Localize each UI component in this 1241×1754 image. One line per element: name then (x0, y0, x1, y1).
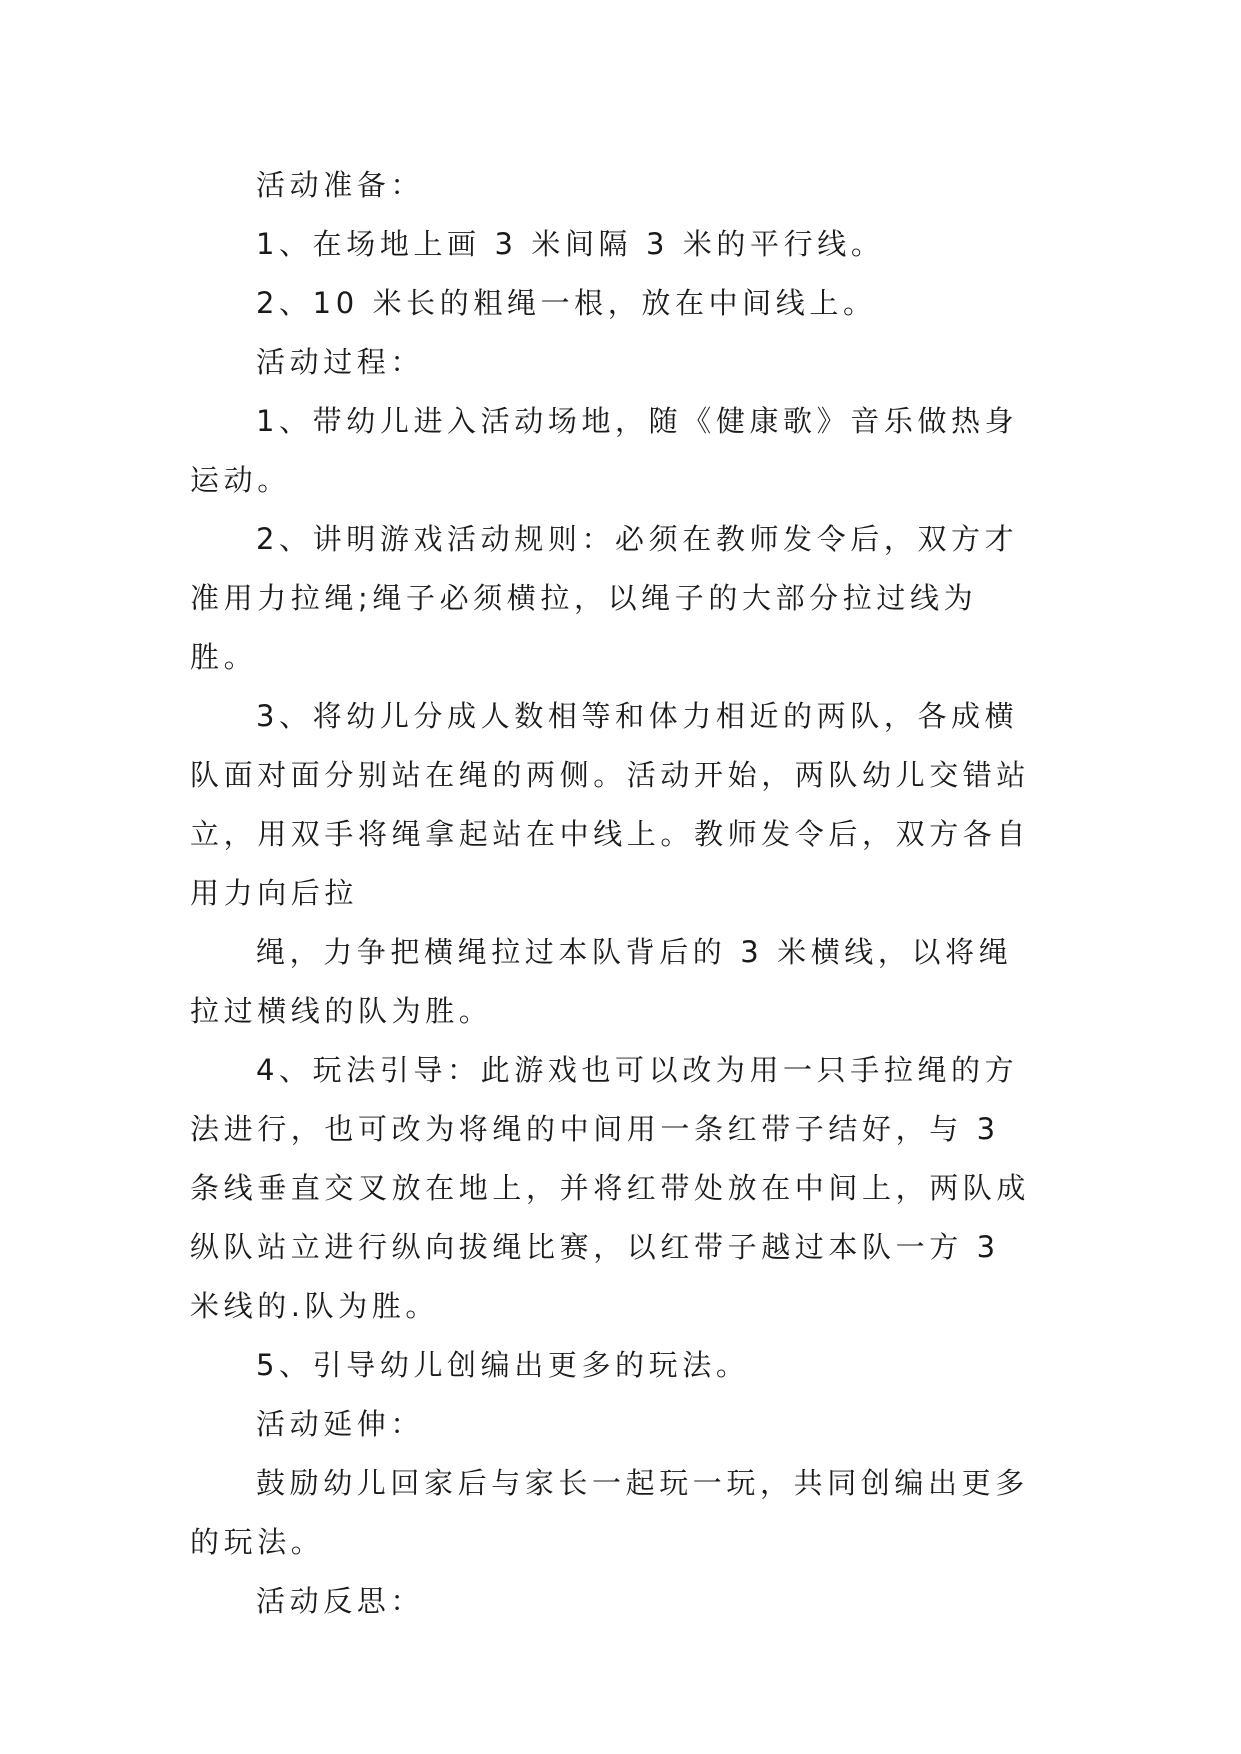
paragraph-process-heading: 活动过程： (256, 345, 425, 379)
paragraph-process-step-3-continued: 绳，力争把横绳拉过本队背后的 3 米横线，以将绳拉过横线的队为胜。 (190, 935, 1013, 1028)
paragraph-extension-heading: 活动延伸： (256, 1407, 425, 1441)
paragraph-reflection-heading: 活动反思： (256, 1584, 425, 1618)
paragraph-prep-heading: 活动准备： (256, 168, 425, 202)
paragraph-process-step-1: 1、带幼儿进入活动场地，随《健康歌》音乐做热身运动。 (190, 404, 1019, 497)
paragraph-process-step-3: 3、将幼儿分成人数相等和体力相近的两队，各成横队面对面分别站在绳的两侧。活动开始，两队幼儿交错站立，用双手将绳拿起站在中线上。教师发令后，双方各自用力向后拉 (190, 699, 1031, 910)
paragraph-prep-item-2: 2、10 米长的粗绳一根，放在中间线上。 (256, 286, 877, 320)
paragraph-process-step-4: 4、玩法引导：此游戏也可以改为用一只手拉绳的方法进行，也可改为将绳的中间用一条红带子结好，与 3 条线垂直交叉放在地上，并将红带处放在中间上，两队成纵队站立进行纵向拔绳比赛，以红带子越过本队一方 3 米线的.队为胜。 (190, 1053, 1031, 1323)
paragraph-process-step-5: 5、引导幼儿创编出更多的玩法。 (256, 1348, 750, 1382)
document-body (190, 156, 1040, 1631)
paragraph-prep-item-1: 1、在场地上画 3 米间隔 3 米的平行线。 (256, 227, 885, 261)
paragraph-extension-body: 鼓励幼儿回家后与家长一起玩一玩，共同创编出更多的玩法。 (190, 1466, 1029, 1559)
paragraph-process-step-2: 2、讲明游戏活动规则：必须在教师发令后，双方才准用力拉绳;绳子必须横拉，以绳子的大部分拉过线为胜。 (190, 522, 1019, 674)
